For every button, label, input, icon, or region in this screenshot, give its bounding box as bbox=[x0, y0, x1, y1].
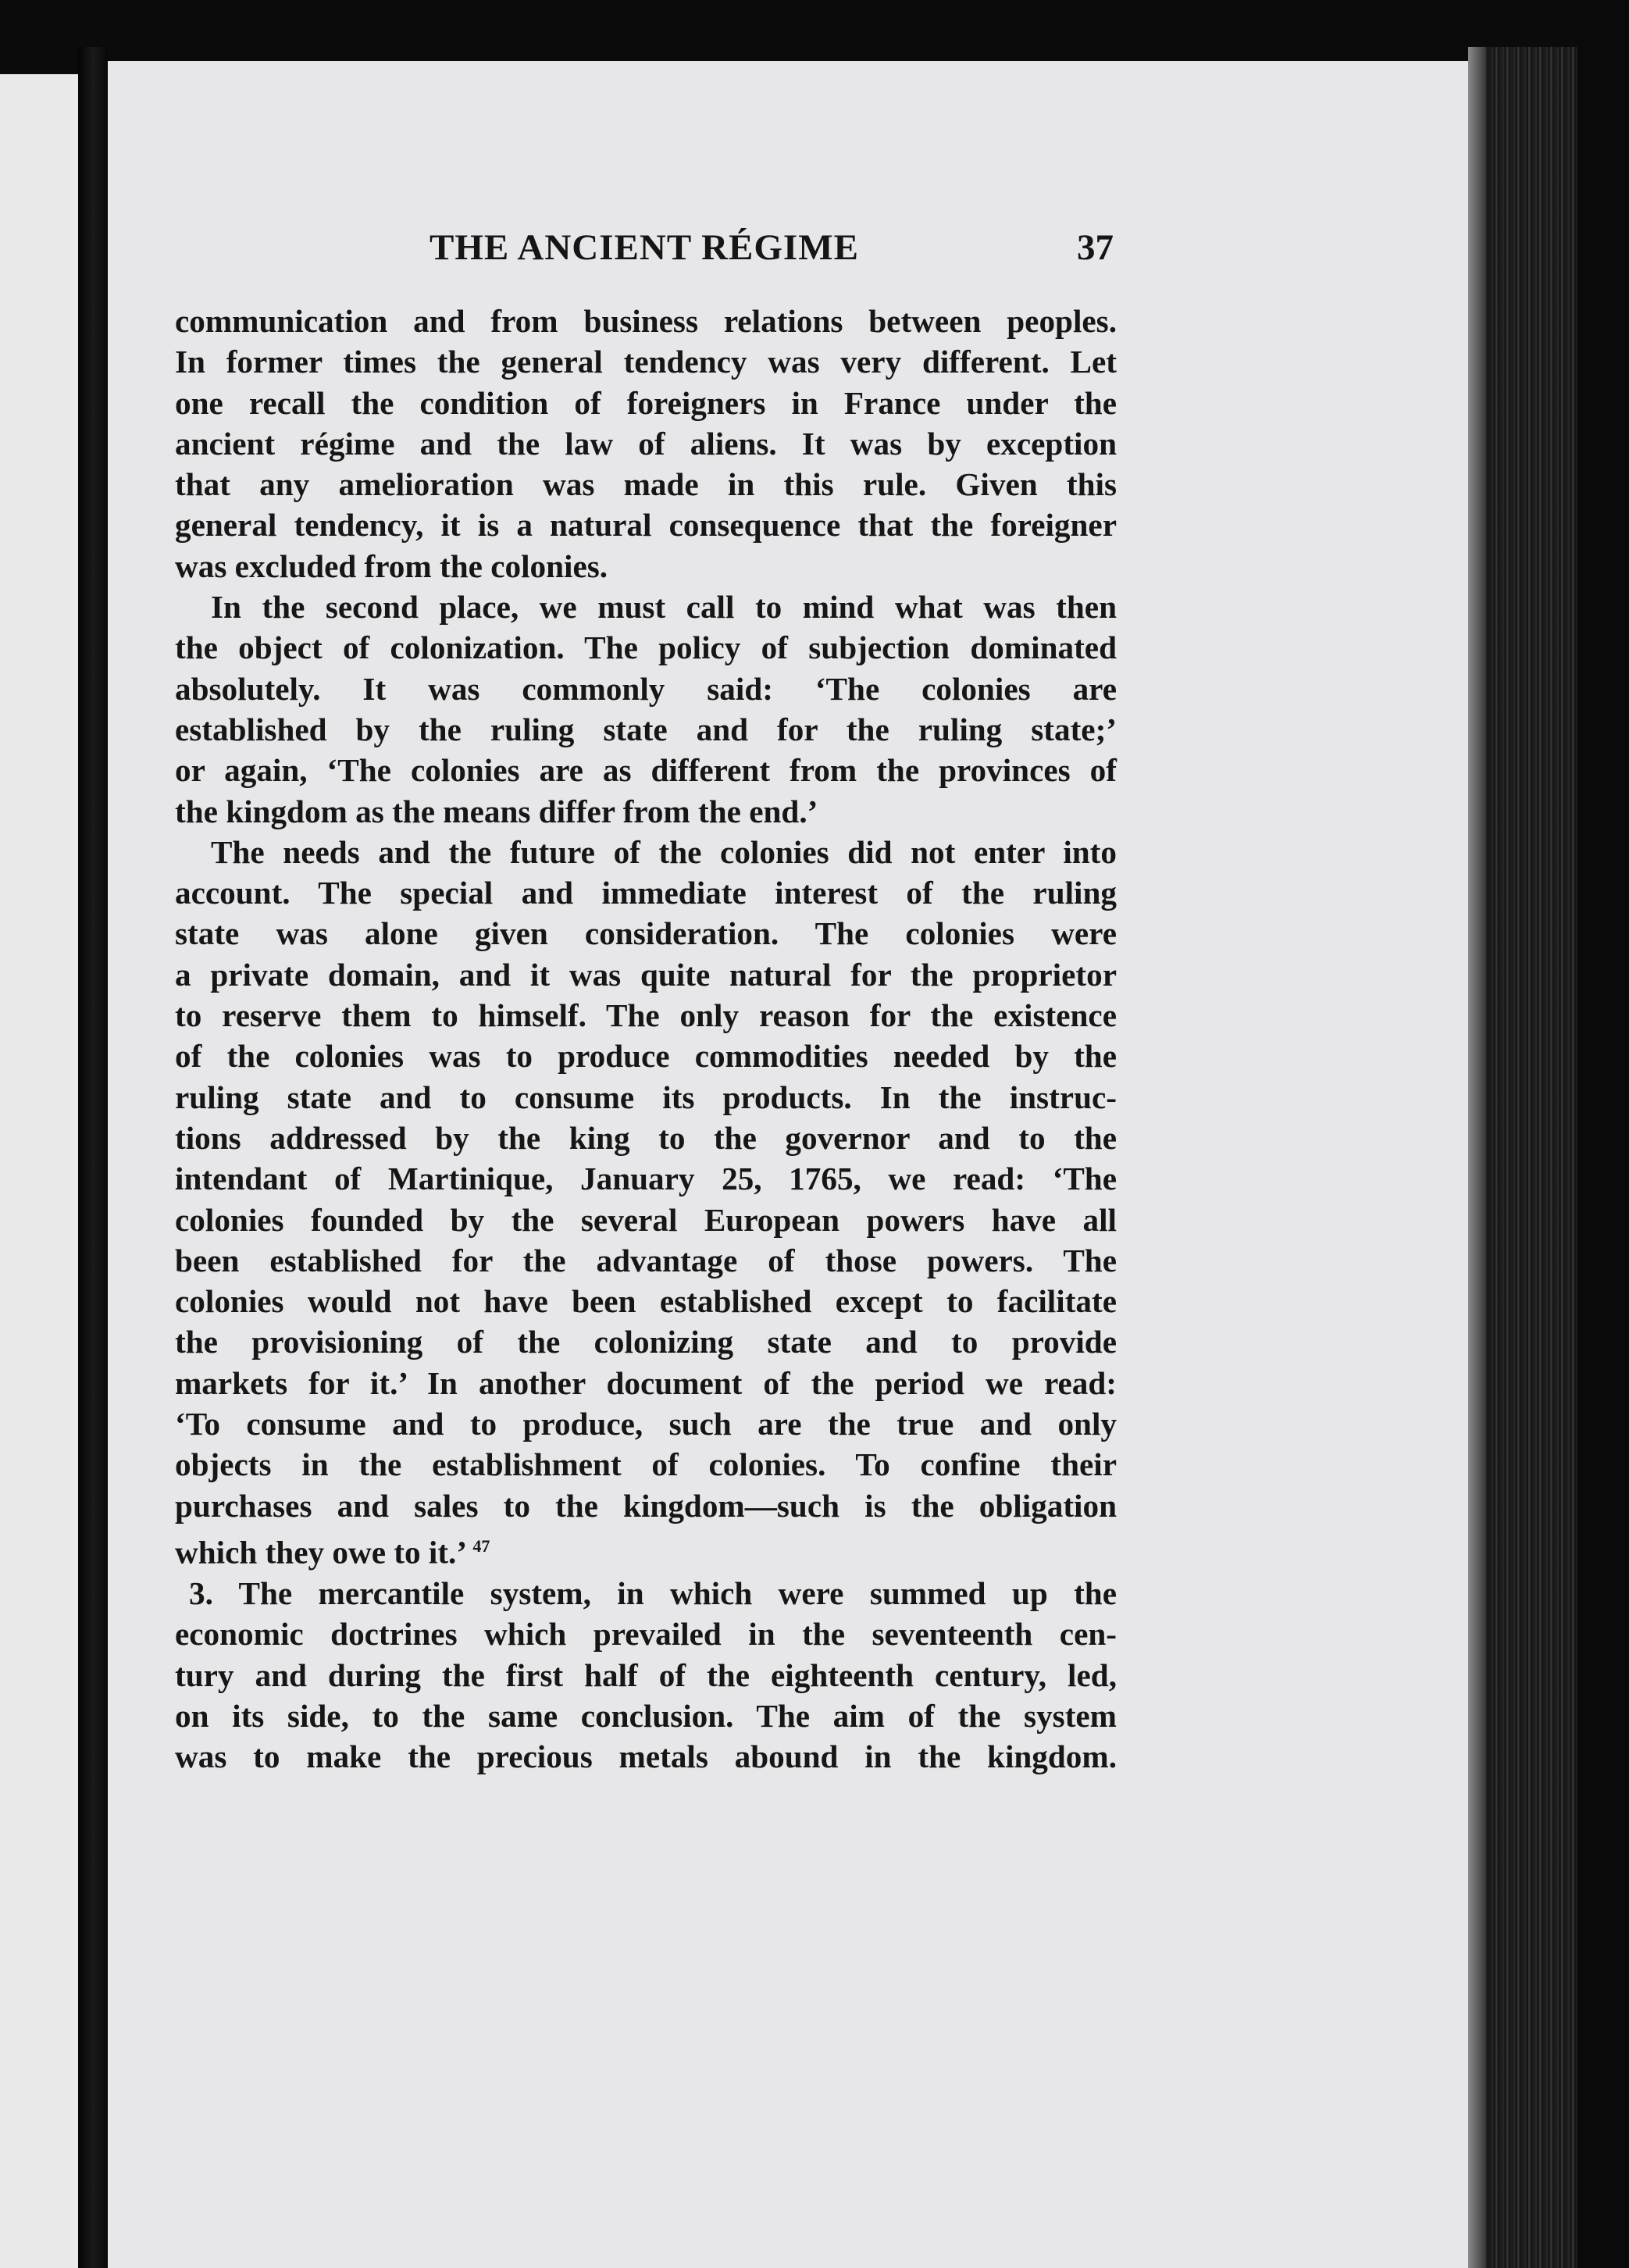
text-line-content: which they owe to it.’ bbox=[175, 1534, 465, 1571]
text-line: one recall the condition of foreigners in France under the bbox=[175, 384, 1117, 421]
facing-page-edge bbox=[0, 74, 78, 2268]
text-line: economic doctrines which prevailed in the seventeenth cen- bbox=[175, 1616, 1117, 1653]
text-line: a private domain, and it was quite natural for the proprietor bbox=[175, 956, 1117, 993]
body-text bbox=[175, 301, 1117, 1777]
text-line: communication and from business relations between peoples. bbox=[175, 303, 1117, 339]
text-line: colonies founded by the several European powers have all bbox=[175, 1201, 1117, 1238]
text-line: on its side, to the same conclusion. The aim of the system bbox=[175, 1697, 1117, 1734]
text-line: absolutely. It was commonly said: ‘The colonies are bbox=[175, 670, 1117, 707]
text-line: was to make the precious metals abound in the kingdom. bbox=[175, 1738, 1117, 1775]
footnote-reference: 47 bbox=[472, 1535, 490, 1556]
text-line: markets for it.’ In another document of the period we read: bbox=[175, 1364, 1117, 1401]
text-line: In the second place, we must call to mind what was then bbox=[211, 589, 1117, 626]
running-head: THE ANCIENT RÉGIME bbox=[430, 227, 859, 268]
page-header bbox=[175, 226, 1112, 289]
text-line: colonies would not have been established except to facilitate bbox=[175, 1283, 1117, 1320]
text-line: ruling state and to consume its products. In the instruc- bbox=[175, 1079, 1117, 1115]
text-line: the kingdom as the means differ from the end.’ bbox=[175, 793, 818, 829]
text-line: 3. The mercantile system, in which were summed up the bbox=[189, 1574, 1117, 1611]
text-line: established by the ruling state and for the ruling state;’ bbox=[175, 711, 1117, 747]
text-line: purchases and sales to the kingdom—such is the obligation bbox=[175, 1487, 1117, 1524]
text-line: account. The special and immediate interest of the ruling bbox=[175, 875, 1117, 911]
text-line: general tendency, it is a natural consequence that the foreigner bbox=[175, 507, 1117, 544]
scan-border bbox=[1577, 0, 1629, 2268]
page-stack-highlight bbox=[1468, 47, 1485, 2268]
text-line: In former times the general tendency was very different. Let bbox=[175, 344, 1117, 380]
text-line: The needs and the future of the colonies did not enter into bbox=[211, 833, 1117, 870]
text-line: intendant of Martinique, January 25, 1765, we read: ‘The bbox=[175, 1161, 1117, 1197]
text-line: the object of colonization. The policy of subjection dominated bbox=[175, 629, 1117, 666]
text-line-with-footnote bbox=[175, 1526, 1117, 1573]
text-line: the provisioning of the colonizing state and to provide bbox=[175, 1324, 1117, 1360]
text-line: ‘To consume and to produce, such are the true and only bbox=[175, 1406, 1117, 1442]
page-number: 37 bbox=[1077, 227, 1114, 268]
text-line: tions addressed by the king to the governor and to the bbox=[175, 1119, 1117, 1156]
text-line: tury and during the first half of the eighteenth century, led, bbox=[175, 1656, 1117, 1693]
text-line: state was alone given consideration. The colonies were bbox=[175, 915, 1117, 952]
text-line: objects in the establishment of colonies. To confine their bbox=[175, 1446, 1117, 1483]
book-gutter bbox=[78, 47, 108, 2268]
text-line: ancient régime and the law of aliens. It was by exception bbox=[175, 425, 1117, 462]
text-line: that any amelioration was made in this rule. Given this bbox=[175, 466, 1117, 503]
text-line: to reserve them to himself. The only reason for the existence bbox=[175, 997, 1117, 1034]
text-line: was excluded from the colonies. bbox=[175, 547, 608, 584]
text-line: of the colonies was to produce commodities needed by the bbox=[175, 1038, 1117, 1075]
text-line: or again, ‘The colonies are as different from the provinces of bbox=[175, 752, 1117, 789]
text-line: been established for the advantage of those powers. The bbox=[175, 1242, 1117, 1278]
